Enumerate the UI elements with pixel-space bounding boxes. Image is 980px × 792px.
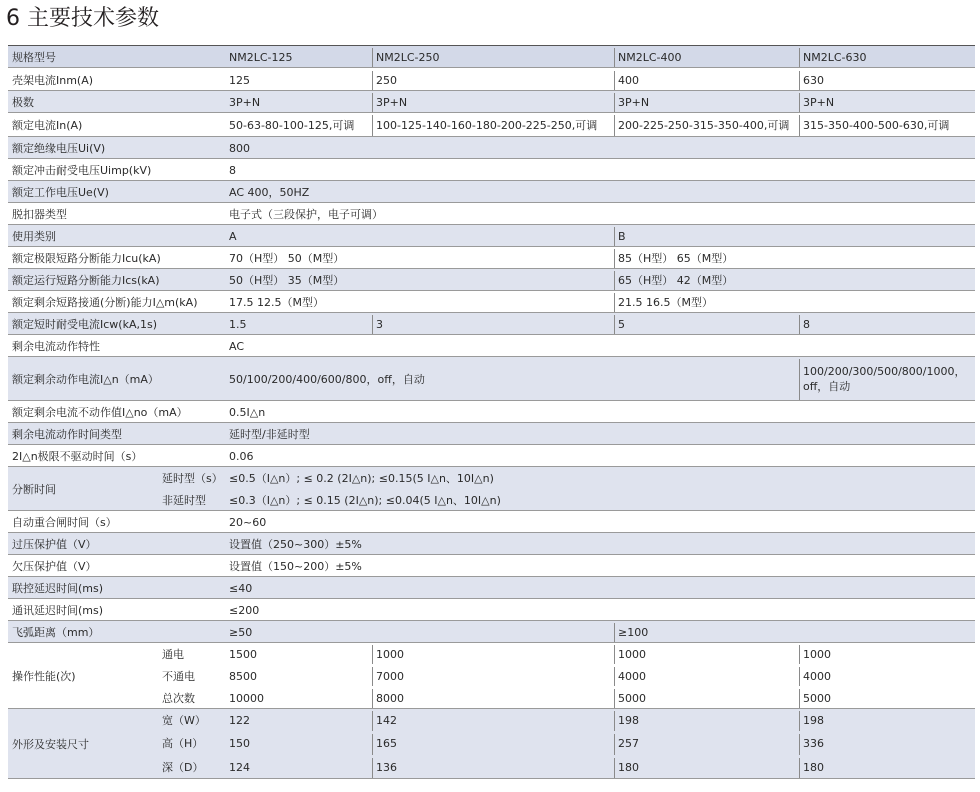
row-label: 额定绝缘电压Ui(V) xyxy=(12,141,106,155)
value-cell: NM2LC-125 xyxy=(229,50,293,64)
value-cell: 延时型/非延时型 xyxy=(229,427,310,441)
row-label: 极数 xyxy=(12,95,34,109)
value-cell: 180 xyxy=(618,760,639,774)
row-label: 额定极限短路分断能力Icu(kA) xyxy=(12,251,161,265)
value-cell: 3P+N xyxy=(803,95,835,109)
value-cell: 10000 xyxy=(229,691,264,705)
value-cell: 17.5 12.5（M型） xyxy=(229,295,324,309)
sub-label: 高（H） xyxy=(162,737,204,751)
group-label: 分断时间 xyxy=(12,482,56,496)
value-cell: 198 xyxy=(618,714,639,728)
value-cell: 100/200/300/500/800/1000，off，自动 xyxy=(803,365,966,393)
row-label: 剩余电流动作时间类型 xyxy=(12,427,122,441)
value-cell: 4000 xyxy=(803,669,831,683)
value-cell: 0.06 xyxy=(229,449,254,463)
value-cell: 150 xyxy=(229,737,250,751)
column-divider xyxy=(799,667,800,686)
column-divider xyxy=(799,93,800,112)
section-title: 6 主要技术参数 xyxy=(6,6,159,31)
column-divider xyxy=(799,115,800,136)
row-label: 脱扣器类型 xyxy=(12,207,67,221)
column-divider xyxy=(614,315,615,334)
sub-label: 通电 xyxy=(162,647,184,661)
column-divider xyxy=(799,689,800,708)
table-top-rule xyxy=(8,45,975,46)
value-cell: 257 xyxy=(618,737,639,751)
column-divider xyxy=(614,93,615,112)
row-label: 自动重合闸时间（s） xyxy=(12,515,117,529)
column-divider xyxy=(372,667,373,686)
column-divider xyxy=(614,271,615,290)
value-cell: 电子式（三段保护，电子可调） xyxy=(229,207,383,221)
column-divider xyxy=(614,293,615,312)
value-cell: 400 xyxy=(618,73,639,87)
row-label: 额定冲击耐受电压Uimp(kV) xyxy=(12,163,152,177)
sub-label: 延时型（s） xyxy=(162,471,223,485)
row-label: 通讯延迟时间(ms) xyxy=(12,603,104,617)
value-cell: 250 xyxy=(376,73,397,87)
value-cell: 124 xyxy=(229,760,250,774)
value-cell: 8 xyxy=(803,317,810,331)
value-cell: 136 xyxy=(376,760,397,774)
row-label: 使用类别 xyxy=(12,229,56,243)
column-divider xyxy=(799,734,800,754)
sub-label: 非延时型 xyxy=(162,493,206,507)
value-cell: AC xyxy=(229,339,245,353)
value-cell: 8 xyxy=(229,163,236,177)
row-label: 额定剩余动作电流I△n（mA） xyxy=(12,372,159,386)
column-divider xyxy=(799,758,800,778)
row-label: 额定工作电压Ue(V) xyxy=(12,185,109,199)
value-cell: ≤200 xyxy=(229,603,260,617)
row-label: 额定剩余短路接通(分断)能力I△m(kA) xyxy=(12,295,198,309)
group-label: 操作性能(次) xyxy=(12,669,76,683)
row-label: 额定短时耐受电流Icw(kA,1s) xyxy=(12,317,157,331)
column-divider xyxy=(614,249,615,268)
column-divider xyxy=(372,93,373,112)
value-cell: 125 xyxy=(229,73,250,87)
value-cell: AC 400，50HZ xyxy=(229,185,310,199)
value-cell: 200-225-250-315-350-400,可调 xyxy=(618,118,790,132)
value-cell: 336 xyxy=(803,737,824,751)
column-divider xyxy=(614,711,615,731)
column-divider xyxy=(799,359,800,400)
row-label: 欠压保护值（V） xyxy=(12,559,97,573)
row-rule xyxy=(8,67,975,68)
column-divider xyxy=(372,71,373,90)
value-cell: 122 xyxy=(229,714,250,728)
column-divider xyxy=(372,115,373,136)
value-cell: 3 xyxy=(376,317,383,331)
row-label: 壳架电流Inm(A) xyxy=(12,73,94,87)
value-cell: ≤0.3（I△n）; ≤ 0.15 (2I△n); ≤0.04(5 I△n、10I△n) xyxy=(229,493,501,507)
value-cell: B xyxy=(618,229,626,243)
row-label: 额定运行短路分断能力Ics(kA) xyxy=(12,273,160,287)
row-label: 额定电流In(A) xyxy=(12,118,83,132)
value-cell: NM2LC-400 xyxy=(618,50,682,64)
row-label: 剩余电流动作特性 xyxy=(12,339,100,353)
value-cell: ≥50 xyxy=(229,625,253,639)
column-divider xyxy=(614,758,615,778)
column-divider xyxy=(614,734,615,754)
value-cell: 50/100/200/400/600/800，off，自动 xyxy=(229,372,425,386)
row-label: 过压保护值（V） xyxy=(12,537,97,551)
value-cell: 100-125-140-160-180-200-225-250,可调 xyxy=(376,118,598,132)
value-cell: NM2LC-630 xyxy=(803,50,867,64)
value-cell: 50（H型） 35（M型） xyxy=(229,273,345,287)
sub-label: 宽（W） xyxy=(162,714,206,728)
column-divider xyxy=(372,48,373,67)
column-divider xyxy=(614,71,615,90)
row-label: 2I△n极限不驱动时间（s） xyxy=(12,449,143,463)
column-divider xyxy=(799,645,800,664)
value-cell: 800 xyxy=(229,141,250,155)
value-cell: 1.5 xyxy=(229,317,247,331)
column-divider xyxy=(614,689,615,708)
value-cell: 5000 xyxy=(618,691,646,705)
value-cell: 设置值（150~200）±5% xyxy=(229,559,362,573)
column-divider xyxy=(372,689,373,708)
value-cell: ≥100 xyxy=(618,625,649,639)
column-divider xyxy=(372,711,373,731)
sub-label: 深（D） xyxy=(162,760,204,774)
column-divider xyxy=(372,758,373,778)
value-cell: ≤0.5（I△n）; ≤ 0.2 (2I△n); ≤0.15(5 I△n、10I△n) xyxy=(229,471,494,485)
value-cell: 85（H型） 65（M型） xyxy=(618,251,734,265)
value-cell: 0.5I△n xyxy=(229,405,266,419)
value-cell: 4000 xyxy=(618,669,646,683)
column-divider xyxy=(372,315,373,334)
row-label: 飞弧距离（mm） xyxy=(12,625,100,639)
column-divider xyxy=(614,227,615,246)
column-divider xyxy=(614,623,615,642)
value-cell: NM2LC-250 xyxy=(376,50,440,64)
value-cell: 21.5 16.5（M型） xyxy=(618,295,713,309)
row-label: 联控延迟时间(ms) xyxy=(12,581,104,595)
column-divider xyxy=(799,71,800,90)
value-cell: 1000 xyxy=(376,647,404,661)
value-cell: 1000 xyxy=(618,647,646,661)
column-divider xyxy=(372,734,373,754)
value-cell: 165 xyxy=(376,737,397,751)
value-cell: 7000 xyxy=(376,669,404,683)
value-cell: 5000 xyxy=(803,691,831,705)
row-rule xyxy=(8,778,975,779)
value-cell: 20~60 xyxy=(229,515,267,529)
value-cell: 设置值（250~300）±5% xyxy=(229,537,362,551)
column-divider xyxy=(372,645,373,664)
value-cell: 1000 xyxy=(803,647,831,661)
column-divider xyxy=(799,315,800,334)
value-cell: 198 xyxy=(803,714,824,728)
group-label: 外形及安装尺寸 xyxy=(12,737,89,751)
value-cell: 315-350-400-500-630,可调 xyxy=(803,118,950,132)
value-cell: 142 xyxy=(376,714,397,728)
column-divider xyxy=(799,711,800,731)
value-cell: 180 xyxy=(803,760,824,774)
value-cell: 3P+N xyxy=(618,95,650,109)
value-cell: 3P+N xyxy=(229,95,261,109)
value-cell: 50-63-80-100-125,可调 xyxy=(229,118,355,132)
value-cell: 8000 xyxy=(376,691,404,705)
value-cell: 630 xyxy=(803,73,824,87)
value-cell: 3P+N xyxy=(376,95,408,109)
row-label: 额定剩余电流不动作值I△no（mA） xyxy=(12,405,188,419)
value-cell: A xyxy=(229,229,237,243)
sub-label: 不通电 xyxy=(162,669,195,683)
column-divider xyxy=(614,645,615,664)
value-cell: 5 xyxy=(618,317,625,331)
value-cell: 65（H型） 42（M型） xyxy=(618,273,734,287)
value-cell: ≤40 xyxy=(229,581,253,595)
column-divider xyxy=(614,115,615,136)
value-cell: 1500 xyxy=(229,647,257,661)
sub-label: 总次数 xyxy=(162,691,195,705)
column-divider xyxy=(799,48,800,67)
column-divider xyxy=(614,667,615,686)
column-divider xyxy=(614,48,615,67)
value-cell: 70（H型） 50（M型） xyxy=(229,251,345,265)
value-cell: 8500 xyxy=(229,669,257,683)
row-label: 规格型号 xyxy=(12,50,56,64)
